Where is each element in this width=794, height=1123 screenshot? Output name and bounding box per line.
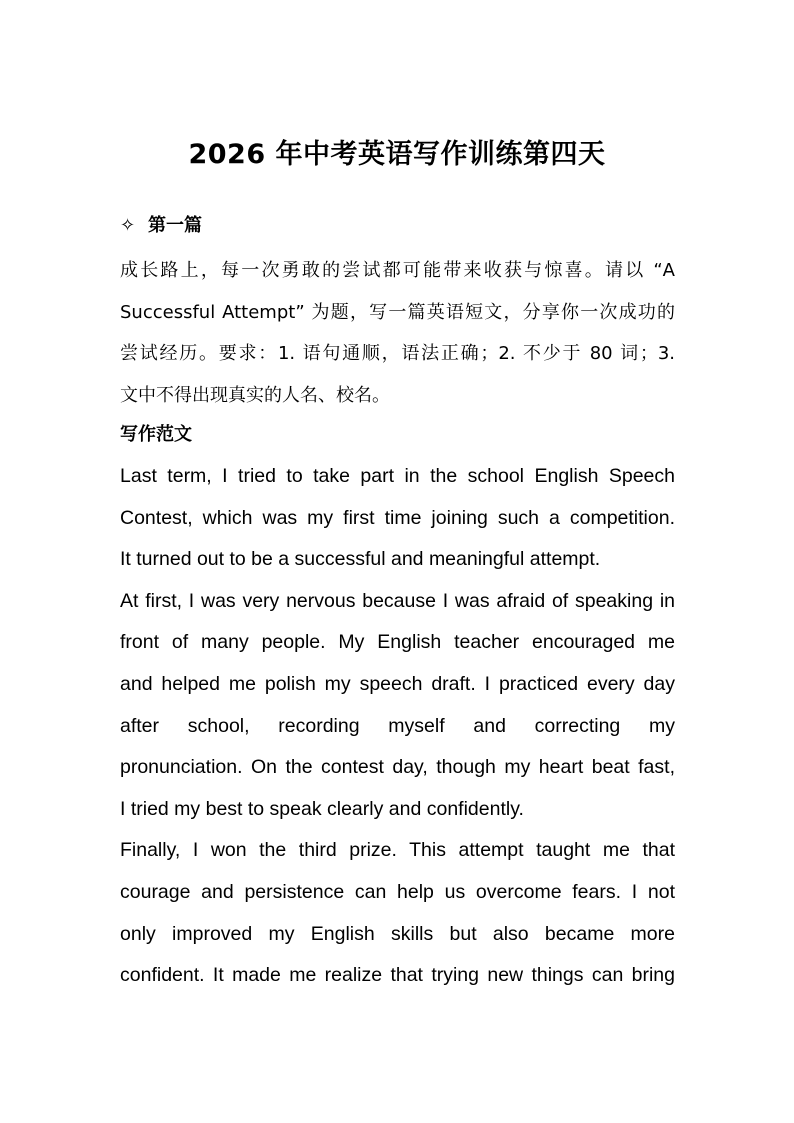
essay-line: only improved my English skills but also became more xyxy=(120,922,675,945)
essay-line: pronunciation. On the contest day, though my heart beat fast, xyxy=(120,756,675,779)
prompt-line: 成长路上，每一次勇敢的尝试都可能带来收获与惊喜。请以 “A xyxy=(120,260,675,281)
essay-line: front of many people. My English teacher encouraged me xyxy=(120,631,675,654)
essay-line: Last term, I tried to take part in the school English Speech xyxy=(120,465,675,487)
page-title: 2026 年中考英语写作训练第四天 xyxy=(188,139,606,170)
four-point-star-icon: ✧ xyxy=(120,215,136,236)
essay-line: It turned out to be a successful and meaningful attempt. xyxy=(120,548,601,571)
prompt-line: 尝试经历。要求：1. 语句通顺，语法正确；2. 不少于 80 词；3. xyxy=(120,343,675,364)
sample-essay xyxy=(120,456,675,997)
section-label: 第一篇 xyxy=(148,215,202,236)
essay-line: confident. It made me realize that trying new things can bring xyxy=(120,964,675,987)
essay-line: after school, recording myself and correcting my xyxy=(120,714,675,737)
essay-line: Contest, which was my first time joining such a competition. xyxy=(120,506,675,529)
writing-prompt xyxy=(120,250,675,416)
prompt-line: Successful Attempt” 为题，写一篇英语短文，分享你一次成功的 xyxy=(120,301,675,323)
essay-line: courage and persistence can help us overcome fears. I not xyxy=(120,880,675,903)
essay-line: Finally, I won the third prize. This attempt taught me that xyxy=(120,839,675,862)
essay-line: At first, I was very nervous because I was afraid of speaking in xyxy=(120,589,675,612)
section-heading xyxy=(120,211,202,237)
prompt-line: 文中不得出现真实的人名、校名。 xyxy=(120,384,390,406)
essay-line: and helped me polish my speech draft. I practiced every day xyxy=(120,672,675,695)
sample-heading: 写作范文 xyxy=(120,424,192,445)
essay-line: I tried my best to speak clearly and confidently. xyxy=(120,797,524,820)
